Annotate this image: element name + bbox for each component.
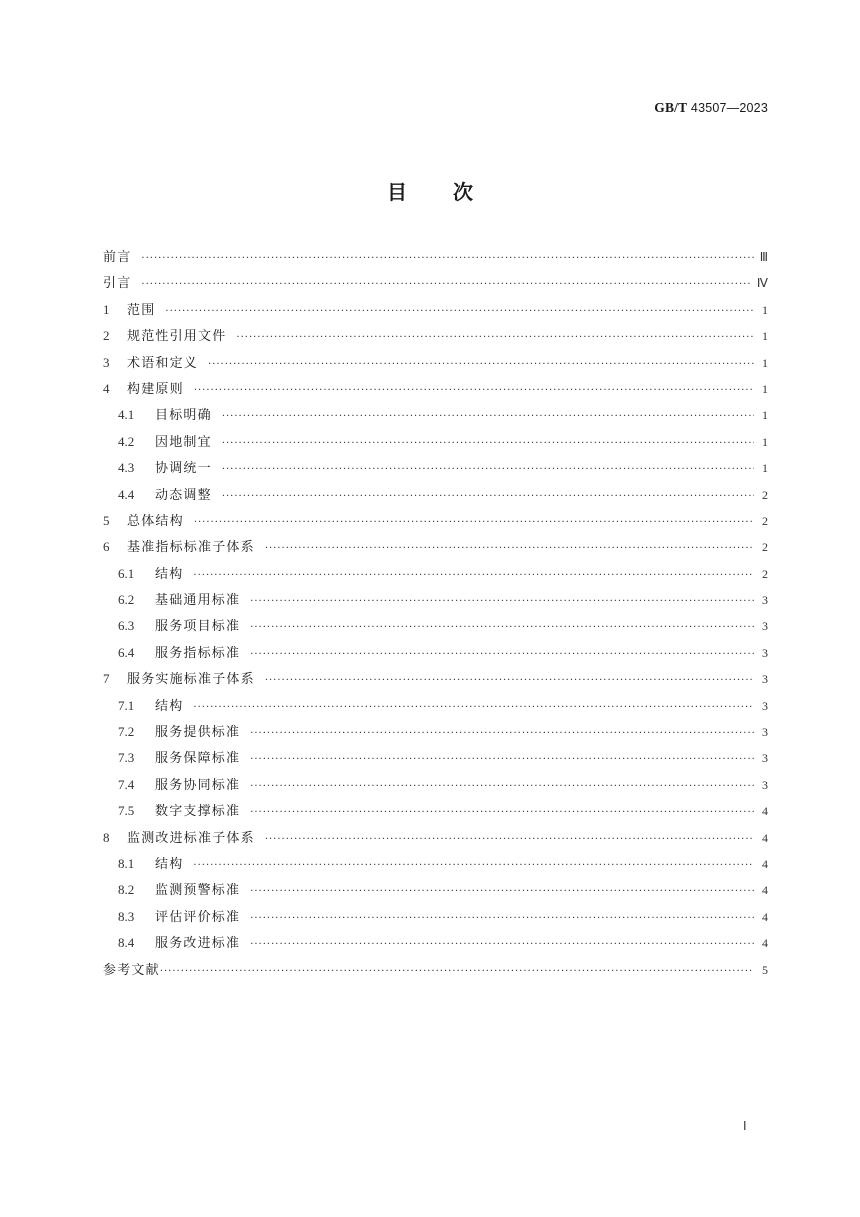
toc-leader-dots [194, 378, 754, 404]
toc-leader-dots [193, 853, 754, 879]
toc-entry-page: 1 [762, 302, 768, 317]
toc-entry[interactable] [103, 270, 768, 296]
toc-entry-page: 4 [762, 936, 768, 951]
document-code-number: 43507—2023 [690, 101, 768, 115]
toc-entry-label: 因地制宜 [155, 434, 212, 450]
toc-entry-number: 8.3 [118, 908, 135, 924]
toc-leader-dots [141, 246, 753, 272]
toc-leader-dots [222, 457, 754, 483]
toc-entry[interactable] [103, 482, 768, 508]
toc-entry-number: 7.2 [118, 724, 135, 740]
toc-leader-dots [250, 879, 754, 905]
toc-entry-label: 服务协同标准 [155, 777, 241, 793]
toc-entry[interactable] [103, 561, 768, 587]
toc-entry[interactable] [103, 323, 768, 349]
toc-entry[interactable] [103, 930, 768, 956]
toc-leader-dots [250, 642, 754, 668]
toc-entry-page: 3 [762, 645, 768, 660]
toc-leader-dots [141, 272, 751, 298]
toc-entry-page: 3 [762, 725, 768, 740]
toc-entry-page: 1 [762, 381, 768, 396]
table-of-contents [103, 244, 768, 983]
toc-entry-label: 服务保障标准 [155, 751, 241, 767]
toc-entry[interactable] [103, 350, 768, 376]
toc-leader-dots [250, 589, 754, 615]
toc-entry-label: 规范性引用文件 [127, 329, 227, 345]
toc-entry-page: 3 [762, 777, 768, 792]
toc-entry-label: 结构 [155, 856, 184, 872]
toc-entry-label: 范围 [127, 302, 156, 318]
toc-entry-number: 6.2 [118, 592, 135, 608]
toc-entry-number: 4.3 [118, 460, 135, 476]
toc-entry-label: 总体结构 [127, 513, 184, 529]
toc-leader-dots [250, 800, 754, 826]
toc-entry-number: 6.3 [118, 618, 135, 634]
toc-entry[interactable] [103, 666, 768, 692]
toc-entry-label: 服务改进标准 [155, 936, 241, 952]
toc-entry-page: 4 [762, 883, 768, 898]
toc-leader-dots [250, 747, 754, 773]
toc-entry-number: 2 [103, 328, 110, 344]
toc-leader-dots [194, 510, 754, 536]
toc-entry-label: 术语和定义 [127, 355, 199, 371]
toc-entry-number: 8.2 [118, 882, 135, 898]
toc-entry[interactable] [103, 376, 768, 402]
toc-entry-number: 6 [103, 539, 110, 555]
toc-entry-page: 3 [762, 698, 768, 713]
toc-entry-label: 参考文献 [103, 962, 160, 978]
toc-entry-number: 4 [103, 380, 110, 396]
toc-entry-page: 1 [762, 355, 768, 370]
toc-entry-label: 前言 [103, 250, 132, 265]
toc-entry-label: 动态调整 [155, 487, 212, 503]
toc-entry-page: 2 [762, 487, 768, 502]
toc-entry-number: 4.2 [118, 433, 135, 449]
toc-entry[interactable] [103, 745, 768, 771]
toc-entry-number: 7 [103, 671, 110, 687]
toc-entry-label: 构建原则 [127, 381, 184, 397]
toc-entry-label: 监测预警标准 [155, 883, 241, 899]
toc-entry-page: 3 [762, 593, 768, 608]
toc-entry-page: 3 [762, 619, 768, 634]
toc-entry-number: 4.4 [118, 486, 135, 502]
toc-entry-label: 服务指标标准 [155, 645, 241, 661]
toc-leader-dots [222, 404, 754, 430]
toc-entry[interactable] [103, 825, 768, 851]
toc-title [0, 176, 860, 205]
toc-entry[interactable] [103, 719, 768, 745]
toc-entry-number: 8 [103, 829, 110, 845]
toc-entry-label: 服务项目标准 [155, 619, 241, 635]
toc-leader-dots [222, 484, 754, 510]
toc-entry[interactable] [103, 534, 768, 560]
toc-entry[interactable] [103, 244, 768, 270]
toc-entry-page: 4 [762, 856, 768, 871]
toc-entry[interactable] [103, 877, 768, 903]
toc-entry-label: 结构 [155, 698, 184, 714]
toc-entry[interactable] [103, 798, 768, 824]
page-number: Ⅰ [743, 1119, 747, 1133]
toc-entry-page: Ⅳ [756, 276, 768, 291]
toc-entry-page: 1 [762, 329, 768, 344]
toc-entry[interactable] [103, 851, 768, 877]
document-code [654, 100, 768, 116]
toc-leader-dots [250, 906, 754, 932]
toc-entry[interactable] [103, 957, 768, 983]
toc-entry[interactable] [103, 904, 768, 930]
toc-entry-page: 3 [762, 672, 768, 687]
toc-entry[interactable] [103, 640, 768, 666]
toc-entry[interactable] [103, 402, 768, 428]
toc-leader-dots [250, 615, 754, 641]
toc-entry-page: 4 [762, 804, 768, 819]
toc-entry-number: 7.1 [118, 697, 135, 713]
toc-entry-page: 3 [762, 751, 768, 766]
toc-entry-number: 6.4 [118, 644, 135, 660]
toc-entry-label: 结构 [155, 566, 184, 582]
toc-entry-number: 7.3 [118, 750, 135, 766]
toc-title-second-char: 次 [453, 180, 473, 204]
toc-entry-label: 基准指标标准子体系 [127, 540, 255, 556]
toc-entry-page: 2 [762, 540, 768, 555]
toc-leader-dots [165, 299, 754, 325]
toc-entry[interactable] [103, 429, 768, 455]
toc-leader-dots [193, 695, 754, 721]
toc-entry[interactable] [103, 297, 768, 323]
toc-entry-label: 数字支撑标准 [155, 804, 241, 820]
toc-entry-page: 2 [762, 566, 768, 581]
toc-entry[interactable] [103, 772, 768, 798]
toc-entry[interactable] [103, 455, 768, 481]
document-code-prefix: GB/T [654, 100, 688, 115]
toc-entry-label: 评估评价标准 [155, 909, 241, 925]
toc-leader-dots [250, 774, 754, 800]
toc-leader-dots [208, 352, 754, 378]
toc-leader-dots [236, 325, 754, 351]
toc-entry-label: 基础通用标准 [155, 593, 241, 609]
toc-entry-page: 1 [762, 434, 768, 449]
toc-entry-label: 目标明确 [155, 408, 212, 424]
toc-entry-number: 7.4 [118, 776, 135, 792]
toc-entry-label: 服务实施标准子体系 [127, 672, 255, 688]
toc-leader-dots [160, 959, 754, 985]
toc-leader-dots [265, 536, 754, 562]
toc-leader-dots [193, 563, 754, 589]
toc-entry-page: 1 [762, 408, 768, 423]
toc-entry-page: 2 [762, 513, 768, 528]
toc-entry-number: 4.1 [118, 407, 135, 423]
toc-entry[interactable] [103, 613, 768, 639]
toc-entry-number: 5 [103, 512, 110, 528]
toc-entry-label: 服务提供标准 [155, 725, 241, 741]
toc-leader-dots [265, 668, 754, 694]
toc-leader-dots [250, 721, 754, 747]
toc-entry[interactable] [103, 587, 768, 613]
toc-entry-label: 引言 [103, 276, 132, 292]
toc-leader-dots [265, 827, 754, 853]
toc-entry-page: 4 [762, 909, 768, 924]
toc-entry-number: 7.5 [118, 803, 135, 819]
toc-title-first-char: 目 [387, 180, 407, 204]
toc-leader-dots [222, 431, 754, 457]
toc-entry-label: 协调统一 [155, 461, 212, 477]
toc-entry-number: 8.1 [118, 855, 135, 871]
toc-entry-page: 5 [762, 962, 768, 977]
toc-entry-label: 监测改进标准子体系 [127, 830, 255, 846]
toc-entry-number: 1 [103, 301, 110, 317]
toc-entry[interactable] [103, 508, 768, 534]
toc-entry-number: 3 [103, 354, 110, 370]
toc-entry-number: 8.4 [118, 935, 135, 951]
toc-entry-page: 4 [762, 830, 768, 845]
toc-entry[interactable] [103, 693, 768, 719]
toc-leader-dots [250, 932, 754, 958]
toc-entry-page: 1 [762, 461, 768, 476]
toc-entry-number: 6.1 [118, 565, 135, 581]
toc-entry-page: Ⅲ [759, 250, 768, 264]
